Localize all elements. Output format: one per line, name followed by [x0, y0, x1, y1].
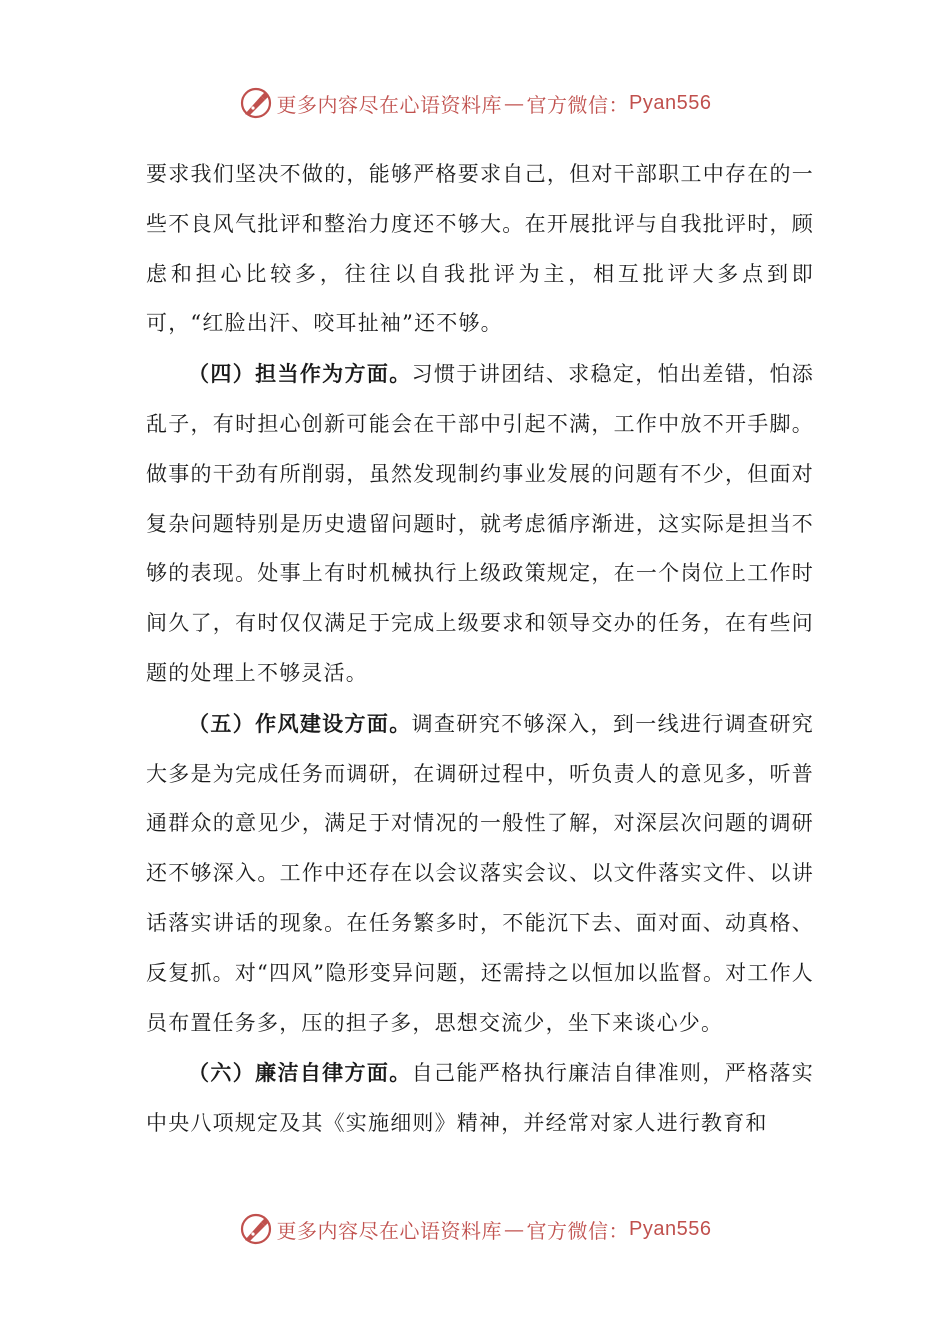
- paragraph-section-4: [146, 349, 814, 699]
- banner-brand-text: 更多内容尽在心语资料库: [276, 92, 503, 117]
- banner-wechat-label: 官方微信：: [526, 1218, 630, 1243]
- banner-dash: —: [504, 1217, 525, 1241]
- header-banner: [0, 83, 950, 123]
- paragraph-section-6: [146, 1048, 814, 1149]
- section-heading: （六）廉洁自律方面。: [188, 1060, 412, 1086]
- banner-brand-text: 更多内容尽在心语资料库: [276, 1218, 503, 1243]
- document-body: [146, 150, 814, 1149]
- banner-wechat-id: Pyan556: [629, 91, 712, 114]
- banner-dash: —: [504, 91, 525, 115]
- paragraph-text: 要求我们坚决不做的，能够严格要求自己，但对干部职工中存在的一些不良风气批评和整治力度还不够大。在开展批评与自我批评时，顾虑和担心比较多，往往以自我批评为主，相互批评大多点到即可，“红脸出汗、咬耳扯袖”还不够。: [146, 162, 814, 336]
- paragraph-text: 自己能严格执行廉洁自律准则，严格落实中央八项规定及其《实施细则》精神，并经常对家人进行教育和: [146, 1061, 815, 1136]
- section-heading: （五）作风建设方面。: [188, 710, 412, 736]
- banner-wechat-id: Pyan556: [629, 1217, 712, 1240]
- paragraph-text: 习惯于讲团结、求稳定，怕出差错，怕添乱子，有时担心创新可能会在干部中引起不满，工作中放不开手脚。做事的干劲有所削弱，虽然发现制约事业发展的问题有不少，但面对复杂问题特别是历史遗留问题时，就考虑循序渐进，这实际是担当不够的表现。处事上有时机械执行上级政策规定，在一个岗位上工作时间久了，有时仅仅满足于完成上级要求和领导交办的任务，在有些问题的处理上不够灵活。: [146, 362, 815, 685]
- pen-nib-circle-icon: [239, 1212, 273, 1246]
- paragraph-continuation: [146, 150, 814, 349]
- pen-nib-circle-icon: [239, 86, 273, 120]
- paragraph-section-5: [146, 699, 814, 1049]
- paragraph-text: 调查研究不够深入，到一线进行调查研究大多是为完成任务而调研，在调研过程中，听负责人的意见多，听普通群众的意见少，满足于对情况的一般性了解，对深层次问题的调研还不够深入。工作中还存在以会议落实会议、以文件落实文件、以讲话落实讲话的现象。在任务繁多时，不能沉下去、面对面、动真格、反复抓。对“四风”隐形变异问题，还需持之以恒加以监督。对工作人员布置任务多，压的担子多，思想交流少，坐下来谈心少。: [146, 711, 815, 1035]
- banner-wechat-label: 官方微信：: [526, 92, 630, 117]
- footer-banner: [0, 1209, 950, 1249]
- section-heading: （四）担当作为方面。: [188, 361, 412, 387]
